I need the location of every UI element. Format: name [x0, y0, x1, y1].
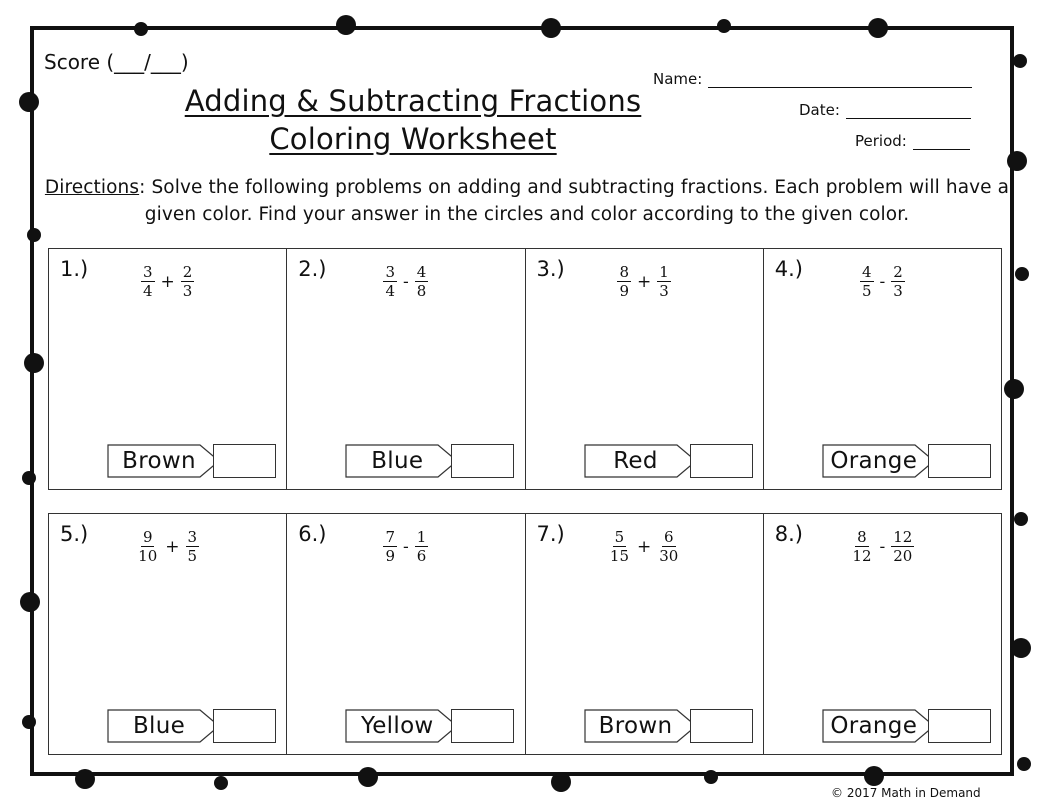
denominator: 3 — [893, 282, 903, 300]
answer-box[interactable] — [690, 444, 753, 478]
border-dot — [22, 471, 36, 485]
numerator: 1 — [416, 528, 427, 546]
fraction-expression — [764, 263, 1001, 300]
numerator: 7 — [385, 528, 395, 546]
border-dot — [1004, 379, 1024, 399]
border-dot — [868, 18, 888, 38]
color-tag — [107, 709, 213, 743]
color-tag — [822, 709, 928, 743]
date-line[interactable] — [846, 102, 971, 119]
operator: - — [403, 536, 409, 557]
date-label: Date: — [799, 101, 840, 119]
color-label: Brown — [122, 448, 196, 474]
border-dot — [1014, 512, 1028, 526]
color-tag — [345, 709, 451, 743]
denominator: 9 — [385, 547, 395, 565]
denominator: 6 — [416, 547, 427, 565]
problem-number: 8.) — [774, 522, 803, 546]
fraction — [136, 528, 159, 565]
numerator: 3 — [187, 528, 198, 546]
operator: - — [879, 271, 886, 292]
border-dot — [75, 769, 95, 789]
problem-number: 1.) — [60, 257, 89, 281]
fraction-expression — [287, 528, 524, 565]
problem-row-1 — [48, 248, 1002, 490]
operator: + — [637, 536, 652, 557]
fraction — [608, 528, 631, 565]
problem-number: 7.) — [536, 522, 565, 546]
answer-box[interactable] — [451, 444, 514, 478]
problem-number: 4.) — [774, 257, 803, 281]
numerator: 4 — [416, 263, 427, 281]
fraction — [141, 263, 155, 300]
denominator: 4 — [385, 282, 395, 300]
operator: - — [879, 536, 886, 557]
border-dot — [20, 592, 40, 612]
denominator: 5 — [187, 547, 198, 565]
fraction — [181, 263, 195, 300]
fraction — [657, 528, 680, 565]
problem-cell[interactable] — [287, 249, 525, 489]
answer-box[interactable] — [690, 709, 753, 743]
border-dot — [551, 772, 571, 792]
operator: + — [160, 271, 175, 292]
border-dot — [1017, 757, 1031, 771]
answer-box[interactable] — [213, 709, 276, 743]
numerator: 12 — [893, 528, 913, 546]
denominator: 3 — [182, 282, 193, 300]
problem-number: 3.) — [536, 257, 565, 281]
color-label: Orange — [830, 713, 918, 739]
border-dot — [22, 715, 36, 729]
answer-box[interactable] — [928, 709, 991, 743]
border-dot — [19, 92, 39, 112]
operator: + — [637, 271, 652, 292]
fraction-expression — [526, 528, 763, 565]
score-field: Score (___/___) — [44, 50, 189, 74]
period-label: Period: — [855, 132, 907, 150]
operator: - — [403, 271, 409, 292]
worksheet-title: Adding & Subtracting Fractions — [184, 84, 642, 118]
fraction — [891, 263, 905, 300]
numerator: 4 — [861, 263, 872, 281]
fraction-expression — [287, 263, 524, 300]
copyright: © 2017 Math in Demand — [831, 786, 981, 800]
color-tag — [107, 444, 213, 478]
border-dot — [717, 19, 731, 33]
denominator: 15 — [609, 547, 629, 565]
numerator: 1 — [659, 263, 669, 281]
color-label: Orange — [830, 448, 918, 474]
name-line[interactable] — [708, 71, 972, 88]
denominator: 20 — [893, 547, 913, 565]
numerator: 3 — [142, 263, 153, 281]
border-dot — [214, 776, 228, 790]
answer-box[interactable] — [451, 709, 514, 743]
border-dot — [1013, 54, 1027, 68]
problem-number: 6.) — [298, 522, 327, 546]
denominator: 4 — [142, 282, 153, 300]
fraction — [186, 528, 200, 565]
denominator: 5 — [861, 282, 872, 300]
fraction — [383, 263, 397, 300]
problem-cell[interactable] — [764, 249, 1001, 489]
border-dot — [24, 353, 44, 373]
border-dot — [358, 767, 378, 787]
color-tag — [584, 709, 690, 743]
fraction-expression — [49, 263, 286, 300]
numerator: 6 — [664, 528, 674, 546]
fraction — [415, 263, 429, 300]
directions-text: : Solve the following problems on adding and subtracting fractions. Each problem will have a given color. Find your answer in the circles and color according to the given color. — [139, 177, 1010, 225]
border-dot — [336, 15, 356, 35]
color-label: Blue — [132, 713, 186, 739]
border-dot — [541, 18, 561, 38]
period-field[interactable] — [855, 132, 970, 150]
fraction — [850, 528, 873, 565]
problem-cell[interactable] — [49, 249, 287, 489]
fraction — [415, 528, 429, 565]
directions-label: Directions — [44, 177, 140, 198]
problem-row-2 — [48, 513, 1002, 755]
fraction — [383, 528, 397, 565]
answer-box[interactable] — [928, 444, 991, 478]
border-dot — [1011, 638, 1031, 658]
fraction — [891, 528, 914, 565]
directions — [36, 174, 1018, 228]
fraction — [617, 263, 631, 300]
date-field[interactable] — [799, 101, 971, 119]
operator: + — [165, 536, 180, 557]
problem-number: 5.) — [60, 522, 89, 546]
numerator: 2 — [893, 263, 903, 281]
fraction — [657, 263, 671, 300]
numerator: 2 — [182, 263, 193, 281]
name-field[interactable] — [653, 70, 972, 88]
numerator: 8 — [857, 528, 867, 546]
color-label: Red — [613, 448, 658, 474]
color-label: Blue — [371, 448, 424, 474]
denominator: 8 — [416, 282, 427, 300]
denominator: 9 — [619, 282, 629, 300]
fraction-expression — [49, 528, 286, 565]
period-line[interactable] — [913, 133, 970, 150]
border-dot — [1015, 267, 1029, 281]
worksheet-subtitle: Coloring Worksheet — [269, 122, 557, 156]
color-label: Yellow — [360, 713, 434, 739]
problem-cell[interactable] — [526, 249, 764, 489]
name-label: Name: — [653, 70, 703, 88]
problem-cell[interactable] — [526, 514, 764, 754]
border-dot — [27, 228, 41, 242]
answer-box[interactable] — [213, 444, 276, 478]
numerator: 3 — [385, 263, 395, 281]
border-dot — [134, 22, 148, 36]
fraction-expression — [764, 528, 1001, 565]
numerator: 5 — [614, 528, 625, 546]
denominator: 3 — [659, 282, 669, 300]
fraction — [860, 263, 874, 300]
numerator: 8 — [619, 263, 629, 281]
denominator: 12 — [852, 547, 872, 565]
problem-cell[interactable] — [764, 514, 1001, 754]
color-tag — [584, 444, 690, 478]
border-dot — [864, 766, 884, 786]
fraction-expression — [526, 263, 763, 300]
border-dot — [1007, 151, 1027, 171]
problem-cell[interactable] — [287, 514, 525, 754]
denominator: 10 — [138, 547, 158, 565]
color-label: Brown — [598, 713, 673, 739]
color-tag — [822, 444, 928, 478]
problem-number: 2.) — [298, 257, 327, 281]
problem-cell[interactable] — [49, 514, 287, 754]
color-tag — [345, 444, 451, 478]
numerator: 9 — [142, 528, 153, 546]
border-dot — [704, 770, 718, 784]
denominator: 30 — [659, 547, 679, 565]
